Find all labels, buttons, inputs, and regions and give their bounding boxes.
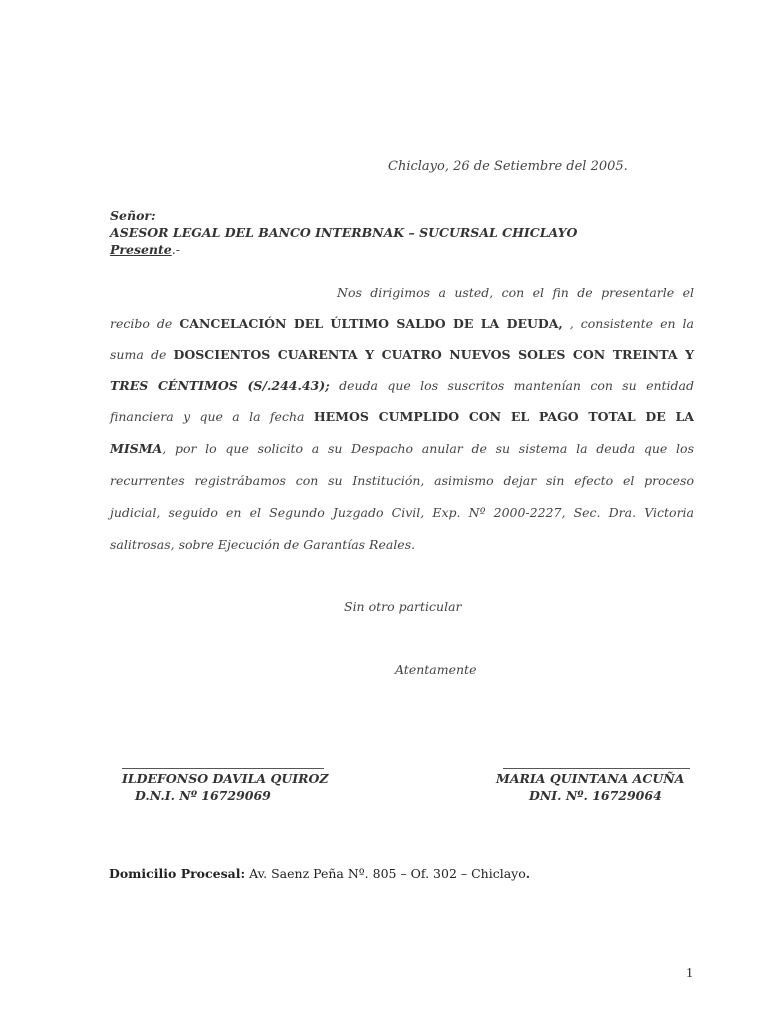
- presente-suffix: .-: [171, 242, 180, 257]
- body-bold: TRES CÉNTIMOS (S/.244.43);: [110, 378, 330, 393]
- body-text: financiera y que a la fecha: [110, 409, 314, 424]
- body-line-1: Nos dirigimos a usted, con el fin de presentarle el: [337, 285, 694, 300]
- body-text: deuda que los suscritos mantenían con su entidad: [329, 378, 694, 393]
- domicilio-line: [109, 866, 530, 881]
- domicilio-label: Domicilio Procesal:: [109, 866, 246, 881]
- body-line-7: recurrentes registrábamos con su Institución, asimismo dejar sin efecto el proceso: [110, 473, 694, 488]
- closing-otro: Sin otro particular: [344, 599, 462, 614]
- page-number: 1: [686, 966, 693, 981]
- signature-id-1: D.N.I. Nº 16729069: [135, 788, 271, 803]
- body-line-8: judicial, seguido en el Segundo Juzgado Civil, Exp. Nº 2000-2227, Sec. Dra. Victoria: [110, 505, 694, 520]
- body-text: recibo de: [110, 316, 180, 331]
- body-text: , consistente en la: [562, 316, 694, 331]
- signature-name-1: ILDEFONSO DAVILA QUIROZ: [122, 771, 329, 786]
- recipient-title: ASESOR LEGAL DEL BANCO INTERBNAK – SUCURSAL CHICLAYO: [110, 225, 578, 240]
- body-line-6: [110, 441, 694, 456]
- date-line: Chiclayo, 26 de Setiembre del 2005.: [388, 159, 628, 174]
- presente-line: [110, 241, 577, 258]
- signature-line-1: [122, 768, 324, 769]
- body-line-2: [110, 316, 694, 331]
- body-line-3: [110, 347, 694, 362]
- body-bold: HEMOS CUMPLIDO CON EL PAGO TOTAL DE LA: [313, 409, 694, 424]
- body-bold: MISMA: [110, 441, 163, 456]
- domicilio-value: Av. Saenz Peña Nº. 805 – Of. 302 – Chiclayo: [245, 866, 526, 881]
- domicilio-end: .: [525, 866, 531, 881]
- body-bold: CANCELACIÓN DEL ÚLTIMO SALDO DE LA DEUDA,: [179, 316, 563, 331]
- body-line-9: salitrosas, sobre Ejecución de Garantías Reales.: [110, 537, 416, 552]
- signature-name-2: MARIA QUINTANA ACUÑA: [496, 771, 685, 786]
- body-text: suma de: [110, 347, 174, 362]
- body-bold: DOSCIENTOS CUARENTA Y CUATRO NUEVOS SOLES CON TREINTA Y: [173, 347, 694, 362]
- body-line-5: [110, 409, 694, 424]
- recipient-block: [110, 207, 577, 258]
- body-text: , por lo que solicito a su Despacho anular de su sistema la deuda que los: [162, 441, 694, 456]
- salutation: Señor:: [110, 208, 156, 223]
- signature-line-2: [503, 768, 690, 769]
- signature-id-2: DNI. Nº. 16729064: [529, 788, 662, 803]
- body-line-4: [110, 378, 694, 393]
- closing-atentamente: Atentamente: [395, 662, 477, 677]
- presente-word: Presente: [110, 242, 172, 257]
